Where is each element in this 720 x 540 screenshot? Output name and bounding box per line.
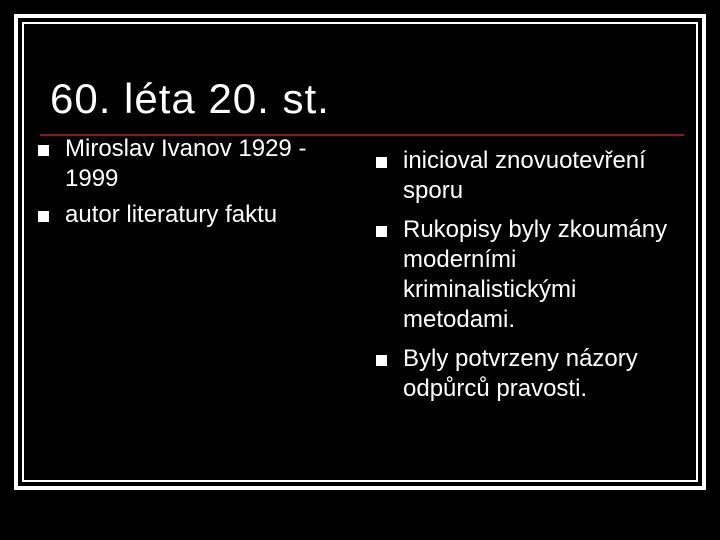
bullet-text: autor literatury faktu xyxy=(65,201,278,228)
bullet-text: Byly potvrzeny názory odpůrců pravosti. xyxy=(403,345,638,402)
list-item xyxy=(32,134,342,194)
bullet-text: Rukopisy byly zkoumány moderními kriminalistickými metodami. xyxy=(403,216,668,333)
bullet-text: Miroslav Ivanov 1929 - 1999 xyxy=(65,135,307,192)
list-item xyxy=(370,344,690,404)
square-bullet-icon xyxy=(376,226,387,237)
square-bullet-icon xyxy=(376,157,387,168)
list-item xyxy=(32,200,342,230)
left-column xyxy=(32,134,342,236)
slide-title: 60. léta 20. st. xyxy=(50,75,330,122)
right-column xyxy=(370,146,690,413)
list-item xyxy=(370,146,690,206)
square-bullet-icon xyxy=(38,145,49,156)
square-bullet-icon xyxy=(376,355,387,366)
bullet-text: inicioval znovuotevření sporu xyxy=(403,147,646,204)
list-item xyxy=(370,215,690,335)
square-bullet-icon xyxy=(38,211,49,222)
